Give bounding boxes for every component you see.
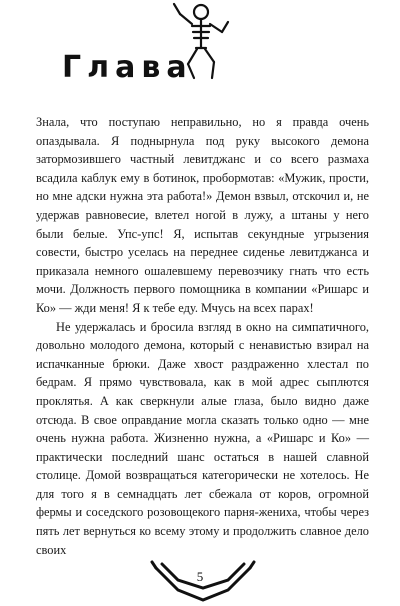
page-number: 5: [196, 569, 204, 584]
chapter-heading: Глава: [62, 50, 193, 85]
paragraph: Не удержалась и бросила взгляд в окно на симпатичного, довольно молодого демона, который с ненавистью взирал на испачканные брюки. Даже хвост раздраженно хлестал по бедрам. Я прямо чувствовала, как в мой адрес сыплются проклятья. А как сверкнули алые глаза, было видно даже отсюда. В свое оправдание могла сказать только одно — мне очень нужна работа. Жизненно нужна, а «Ришарс и Ко» — практически последний шанс остаться в нашей славной столице. Домой возвращаться категорически не хотелось. Не для того я в семнадцать лет сбежала от коров, огромной фермы и соседского розовощекого парня-жениха, чтобы через пять лет вернуться ко всему этому и продолжить славное дело своих: [36, 319, 369, 557]
paragraph: Знала, что поступаю неправильно, но я правда очень опаздывала. Я поднырнула под руку высокого демона затормозившего частный левитджанс и со всего размаха всадила каблук ему в ботинок, пробормотав: «Мужик, прости, но мне адски нужна эта работа!» Демон взвыл, отскочил и, не удержав равновесие, влетел ногой в лужу, а штаны у него были белые. Упс-упс! Я, испытав секундные угрызения совести, быстро уселась на переднее сиденье левитджанса и приказала немного ошалевшему перевозчику гнать что есть мочи. Должность первого помощника в компании «Ришарс и Ко» — жди меня! Я к тебе еду. Мчусь на всех парах!: [36, 115, 369, 315]
skeleton-illustration: [168, 2, 234, 82]
body-text: [36, 113, 369, 559]
